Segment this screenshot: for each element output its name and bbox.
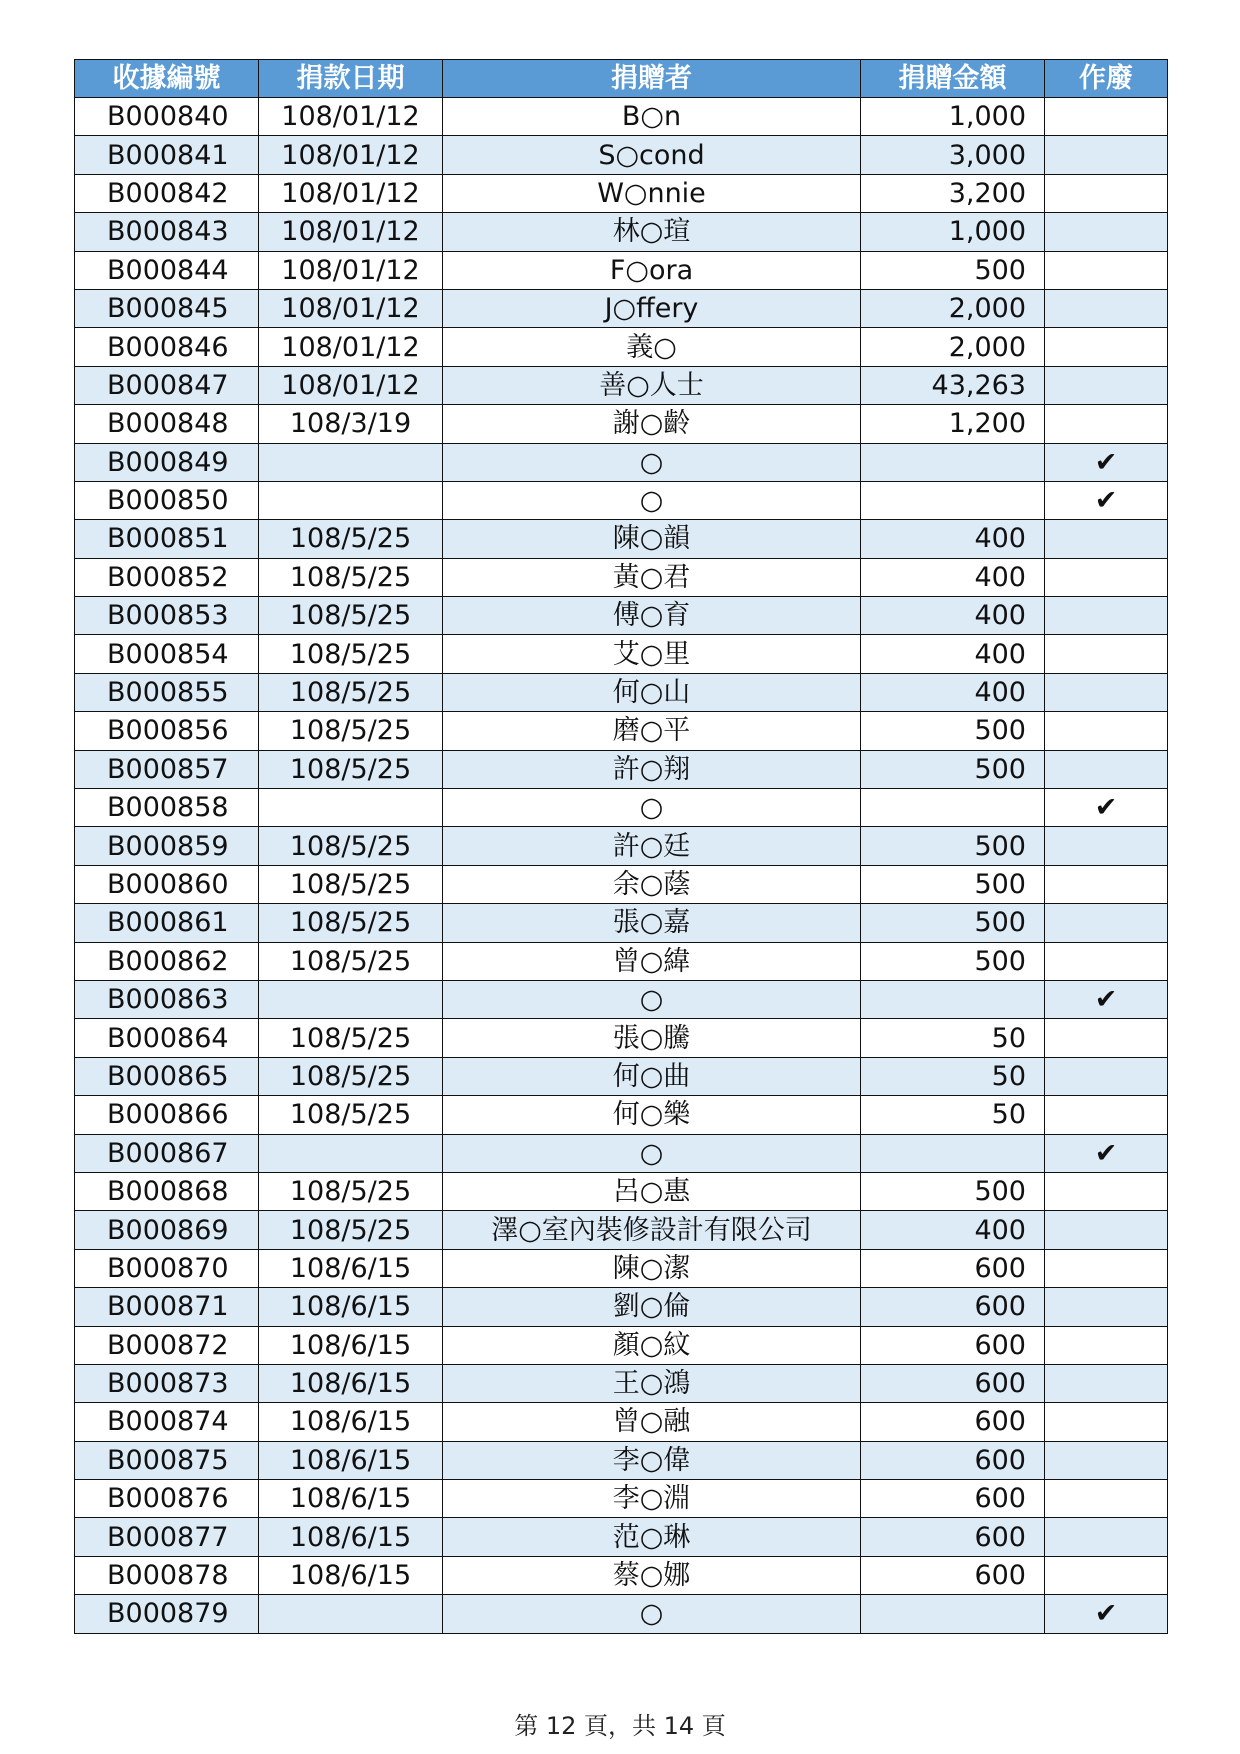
void-mark-cell <box>1045 520 1168 558</box>
donation-date-cell <box>259 443 443 481</box>
void-mark-cell <box>1045 1288 1168 1326</box>
donor-name-cell: ○ <box>443 980 861 1018</box>
donor-name-cell: J○ffery <box>443 289 861 327</box>
table-row <box>75 520 1168 558</box>
amount-cell: 400 <box>861 673 1045 711</box>
void-mark-cell <box>1045 942 1168 980</box>
table-row <box>75 1403 1168 1441</box>
table-row <box>75 328 1168 366</box>
donor-name-cell: 蔡○娜 <box>443 1556 861 1594</box>
receipt-no-cell: B000868 <box>75 1172 259 1210</box>
col-header-void: 作廢 <box>1045 60 1168 98</box>
void-mark-cell <box>1045 213 1168 251</box>
table-header <box>75 60 1168 98</box>
void-mark-cell <box>1045 904 1168 942</box>
table-row <box>75 1288 1168 1326</box>
amount-cell: 500 <box>861 865 1045 903</box>
receipt-no-cell: B000867 <box>75 1134 259 1172</box>
amount-cell: 500 <box>861 942 1045 980</box>
receipt-no-cell: B000863 <box>75 980 259 1018</box>
void-mark-cell <box>1045 827 1168 865</box>
receipt-no-cell: B000846 <box>75 328 259 366</box>
donor-name-cell: S○cond <box>443 136 861 174</box>
table-row <box>75 635 1168 673</box>
receipt-no-cell: B000854 <box>75 635 259 673</box>
donor-name-cell: W○nnie <box>443 174 861 212</box>
void-mark-cell <box>1045 98 1168 136</box>
receipt-no-cell: B000842 <box>75 174 259 212</box>
receipt-no-cell: B000852 <box>75 558 259 596</box>
table-row <box>75 1249 1168 1287</box>
donation-date-cell: 108/6/15 <box>259 1403 443 1441</box>
donation-date-cell: 108/5/25 <box>259 1096 443 1134</box>
donor-name-cell: 余○蔭 <box>443 865 861 903</box>
amount-cell: 600 <box>861 1326 1045 1364</box>
donation-date-cell: 108/01/12 <box>259 366 443 404</box>
table-row <box>75 1441 1168 1479</box>
donation-date-cell: 108/01/12 <box>259 136 443 174</box>
void-mark-cell <box>1045 1364 1168 1402</box>
void-mark-cell <box>1045 1441 1168 1479</box>
donation-date-cell: 108/5/25 <box>259 750 443 788</box>
table-row <box>75 1556 1168 1594</box>
amount-cell: 600 <box>861 1518 1045 1556</box>
donor-name-cell: 范○琳 <box>443 1518 861 1556</box>
donation-date-cell: 108/5/25 <box>259 558 443 596</box>
donation-date-cell: 108/01/12 <box>259 98 443 136</box>
void-mark-cell <box>1045 750 1168 788</box>
receipt-no-cell: B000861 <box>75 904 259 942</box>
receipt-no-cell: B000859 <box>75 827 259 865</box>
void-mark-cell: ✔ <box>1045 1134 1168 1172</box>
receipt-no-cell: B000847 <box>75 366 259 404</box>
void-mark-cell <box>1045 1556 1168 1594</box>
receipt-no-cell: B000849 <box>75 443 259 481</box>
donation-date-cell: 108/6/15 <box>259 1326 443 1364</box>
table-row <box>75 1096 1168 1134</box>
receipt-no-cell: B000853 <box>75 597 259 635</box>
void-mark-cell: ✔ <box>1045 1595 1168 1633</box>
donor-name-cell: F○ora <box>443 251 861 289</box>
donor-name-cell: 林○瑄 <box>443 213 861 251</box>
donor-name-cell: 澤○室內裝修設計有限公司 <box>443 1211 861 1249</box>
amount-cell: 50 <box>861 1019 1045 1057</box>
receipt-no-cell: B000875 <box>75 1441 259 1479</box>
amount-cell <box>861 481 1045 519</box>
void-mark-cell <box>1045 1057 1168 1095</box>
table-row <box>75 251 1168 289</box>
col-header-amount: 捐贈金額 <box>861 60 1045 98</box>
donation-date-cell: 108/5/25 <box>259 1211 443 1249</box>
donor-name-cell: 張○嘉 <box>443 904 861 942</box>
receipt-no-cell: B000878 <box>75 1556 259 1594</box>
donation-date-cell: 108/01/12 <box>259 289 443 327</box>
amount-cell: 3,000 <box>861 136 1045 174</box>
void-mark-cell <box>1045 1518 1168 1556</box>
donor-name-cell: 張○騰 <box>443 1019 861 1057</box>
table-row <box>75 827 1168 865</box>
donor-name-cell: ○ <box>443 481 861 519</box>
donation-date-cell: 108/6/15 <box>259 1518 443 1556</box>
amount-cell <box>861 980 1045 1018</box>
receipt-no-cell: B000855 <box>75 673 259 711</box>
donation-date-cell: 108/5/25 <box>259 904 443 942</box>
void-mark-cell <box>1045 251 1168 289</box>
amount-cell: 1,200 <box>861 405 1045 443</box>
void-mark-cell <box>1045 136 1168 174</box>
table-row <box>75 789 1168 827</box>
donation-date-cell: 108/5/25 <box>259 1019 443 1057</box>
donor-name-cell: 呂○惠 <box>443 1172 861 1210</box>
amount-cell: 500 <box>861 827 1045 865</box>
void-mark-cell <box>1045 712 1168 750</box>
table-row <box>75 1172 1168 1210</box>
donation-date-cell: 108/6/15 <box>259 1288 443 1326</box>
donation-date-cell: 108/5/25 <box>259 942 443 980</box>
donation-date-cell <box>259 1134 443 1172</box>
donor-name-cell: 磨○平 <box>443 712 861 750</box>
table-row <box>75 1518 1168 1556</box>
table-row <box>75 904 1168 942</box>
donation-date-cell: 108/6/15 <box>259 1249 443 1287</box>
donation-date-cell <box>259 1595 443 1633</box>
amount-cell: 1,000 <box>861 213 1045 251</box>
donor-name-cell: 許○翔 <box>443 750 861 788</box>
receipt-no-cell: B000874 <box>75 1403 259 1441</box>
amount-cell: 400 <box>861 520 1045 558</box>
table-row <box>75 980 1168 1018</box>
table-row <box>75 942 1168 980</box>
amount-cell: 50 <box>861 1057 1045 1095</box>
receipt-no-cell: B000879 <box>75 1595 259 1633</box>
donation-date-cell: 108/6/15 <box>259 1480 443 1518</box>
receipt-no-cell: B000860 <box>75 865 259 903</box>
receipt-no-cell: B000841 <box>75 136 259 174</box>
table-row <box>75 1364 1168 1402</box>
amount-cell: 50 <box>861 1096 1045 1134</box>
donor-name-cell: 曾○融 <box>443 1403 861 1441</box>
amount-cell: 400 <box>861 1211 1045 1249</box>
table-row <box>75 1134 1168 1172</box>
donor-name-cell: 善○人士 <box>443 366 861 404</box>
donor-name-cell: 李○淵 <box>443 1480 861 1518</box>
table-row <box>75 443 1168 481</box>
donor-name-cell: 曾○緯 <box>443 942 861 980</box>
table-row <box>75 289 1168 327</box>
donation-date-cell: 108/01/12 <box>259 174 443 212</box>
table-body <box>75 98 1168 1634</box>
col-header-donor: 捐贈者 <box>443 60 861 98</box>
amount-cell: 500 <box>861 1172 1045 1210</box>
receipt-no-cell: B000862 <box>75 942 259 980</box>
table-row <box>75 712 1168 750</box>
table-row <box>75 597 1168 635</box>
col-header-donation-date: 捐款日期 <box>259 60 443 98</box>
void-mark-cell: ✔ <box>1045 443 1168 481</box>
receipt-no-cell: B000850 <box>75 481 259 519</box>
amount-cell: 400 <box>861 558 1045 596</box>
receipt-no-cell: B000873 <box>75 1364 259 1402</box>
receipt-no-cell: B000840 <box>75 98 259 136</box>
void-mark-cell <box>1045 865 1168 903</box>
donor-name-cell: 何○山 <box>443 673 861 711</box>
donor-name-cell: 李○偉 <box>443 1441 861 1479</box>
table-row <box>75 213 1168 251</box>
donation-date-cell <box>259 789 443 827</box>
void-mark-cell <box>1045 673 1168 711</box>
donor-name-cell: 許○廷 <box>443 827 861 865</box>
donor-name-cell: 傅○育 <box>443 597 861 635</box>
donor-name-cell: ○ <box>443 443 861 481</box>
amount-cell: 43,263 <box>861 366 1045 404</box>
void-mark-cell <box>1045 405 1168 443</box>
donation-date-cell: 108/01/12 <box>259 213 443 251</box>
receipt-no-cell: B000851 <box>75 520 259 558</box>
donation-date-cell: 108/5/25 <box>259 865 443 903</box>
table-row <box>75 98 1168 136</box>
receipt-no-cell: B000856 <box>75 712 259 750</box>
table-row <box>75 1480 1168 1518</box>
donation-date-cell: 108/3/19 <box>259 405 443 443</box>
donation-date-cell: 108/6/15 <box>259 1441 443 1479</box>
void-mark-cell <box>1045 635 1168 673</box>
amount-cell: 500 <box>861 750 1045 788</box>
amount-cell: 600 <box>861 1556 1045 1594</box>
donation-date-cell: 108/5/25 <box>259 1057 443 1095</box>
table-row <box>75 405 1168 443</box>
amount-cell: 1,000 <box>861 98 1045 136</box>
void-mark-cell: ✔ <box>1045 481 1168 519</box>
receipt-no-cell: B000871 <box>75 1288 259 1326</box>
donation-date-cell: 108/6/15 <box>259 1364 443 1402</box>
amount-cell: 2,000 <box>861 289 1045 327</box>
void-mark-cell <box>1045 1403 1168 1441</box>
donor-name-cell: 王○鴻 <box>443 1364 861 1402</box>
donor-name-cell: ○ <box>443 1595 861 1633</box>
void-mark-cell <box>1045 1019 1168 1057</box>
receipt-no-cell: B000870 <box>75 1249 259 1287</box>
void-mark-cell <box>1045 289 1168 327</box>
donation-date-cell: 108/01/12 <box>259 328 443 366</box>
receipt-no-cell: B000845 <box>75 289 259 327</box>
amount-cell: 500 <box>861 712 1045 750</box>
donor-name-cell: ○ <box>443 1134 861 1172</box>
table-row <box>75 1326 1168 1364</box>
receipt-no-cell: B000865 <box>75 1057 259 1095</box>
donor-name-cell: 何○樂 <box>443 1096 861 1134</box>
table-row <box>75 1019 1168 1057</box>
donation-receipt-table <box>74 59 1168 1634</box>
table-row <box>75 673 1168 711</box>
amount-cell: 3,200 <box>861 174 1045 212</box>
amount-cell: 400 <box>861 635 1045 673</box>
amount-cell: 500 <box>861 251 1045 289</box>
donation-date-cell: 108/5/25 <box>259 827 443 865</box>
receipt-no-cell: B000858 <box>75 789 259 827</box>
amount-cell: 400 <box>861 597 1045 635</box>
donor-name-cell: 艾○里 <box>443 635 861 673</box>
table-row <box>75 136 1168 174</box>
amount-cell: 500 <box>861 904 1045 942</box>
donor-name-cell: 謝○齡 <box>443 405 861 443</box>
void-mark-cell: ✔ <box>1045 980 1168 1018</box>
receipt-no-cell: B000876 <box>75 1480 259 1518</box>
col-header-receipt-no: 收據編號 <box>75 60 259 98</box>
receipt-no-cell: B000848 <box>75 405 259 443</box>
void-mark-cell <box>1045 1480 1168 1518</box>
table-row <box>75 750 1168 788</box>
void-mark-cell <box>1045 1172 1168 1210</box>
receipt-no-cell: B000872 <box>75 1326 259 1364</box>
receipt-no-cell: B000866 <box>75 1096 259 1134</box>
amount-cell: 600 <box>861 1364 1045 1402</box>
void-mark-cell <box>1045 1211 1168 1249</box>
table-row <box>75 1211 1168 1249</box>
void-mark-cell <box>1045 558 1168 596</box>
void-mark-cell: ✔ <box>1045 789 1168 827</box>
amount-cell: 600 <box>861 1288 1045 1326</box>
donor-name-cell: 顏○紋 <box>443 1326 861 1364</box>
donation-date-cell: 108/5/25 <box>259 635 443 673</box>
amount-cell: 600 <box>861 1403 1045 1441</box>
table-row <box>75 1595 1168 1633</box>
amount-cell <box>861 443 1045 481</box>
donation-date-cell <box>259 980 443 1018</box>
void-mark-cell <box>1045 1249 1168 1287</box>
donation-date-cell <box>259 481 443 519</box>
donor-name-cell: 劉○倫 <box>443 1288 861 1326</box>
donor-name-cell: ○ <box>443 789 861 827</box>
amount-cell: 600 <box>861 1249 1045 1287</box>
void-mark-cell <box>1045 366 1168 404</box>
receipt-no-cell: B000844 <box>75 251 259 289</box>
donation-date-cell: 108/5/25 <box>259 597 443 635</box>
donor-name-cell: 義○ <box>443 328 861 366</box>
amount-cell <box>861 1134 1045 1172</box>
donation-date-cell: 108/5/25 <box>259 1172 443 1210</box>
donation-date-cell: 108/01/12 <box>259 251 443 289</box>
donor-name-cell: 何○曲 <box>443 1057 861 1095</box>
receipt-no-cell: B000877 <box>75 1518 259 1556</box>
donation-date-cell: 108/5/25 <box>259 712 443 750</box>
void-mark-cell <box>1045 328 1168 366</box>
void-mark-cell <box>1045 174 1168 212</box>
receipt-no-cell: B000843 <box>75 213 259 251</box>
table-row <box>75 1057 1168 1095</box>
donor-name-cell: B○n <box>443 98 861 136</box>
void-mark-cell <box>1045 597 1168 635</box>
amount-cell <box>861 1595 1045 1633</box>
header-row <box>75 60 1168 98</box>
donation-date-cell: 108/5/25 <box>259 520 443 558</box>
amount-cell: 600 <box>861 1480 1045 1518</box>
table-row <box>75 481 1168 519</box>
table-row <box>75 366 1168 404</box>
void-mark-cell <box>1045 1326 1168 1364</box>
amount-cell: 600 <box>861 1441 1045 1479</box>
donor-name-cell: 黃○君 <box>443 558 861 596</box>
donor-name-cell: 陳○韻 <box>443 520 861 558</box>
amount-cell: 2,000 <box>861 328 1045 366</box>
donation-date-cell: 108/5/25 <box>259 673 443 711</box>
table-row <box>75 558 1168 596</box>
receipt-no-cell: B000857 <box>75 750 259 788</box>
page-footer: 第 12 頁，共 14 頁 <box>514 1712 726 1740</box>
receipt-no-cell: B000869 <box>75 1211 259 1249</box>
donation-date-cell: 108/6/15 <box>259 1556 443 1594</box>
amount-cell <box>861 789 1045 827</box>
table-row <box>75 865 1168 903</box>
void-mark-cell <box>1045 1096 1168 1134</box>
receipt-no-cell: B000864 <box>75 1019 259 1057</box>
donor-name-cell: 陳○潔 <box>443 1249 861 1287</box>
table-row <box>75 174 1168 212</box>
